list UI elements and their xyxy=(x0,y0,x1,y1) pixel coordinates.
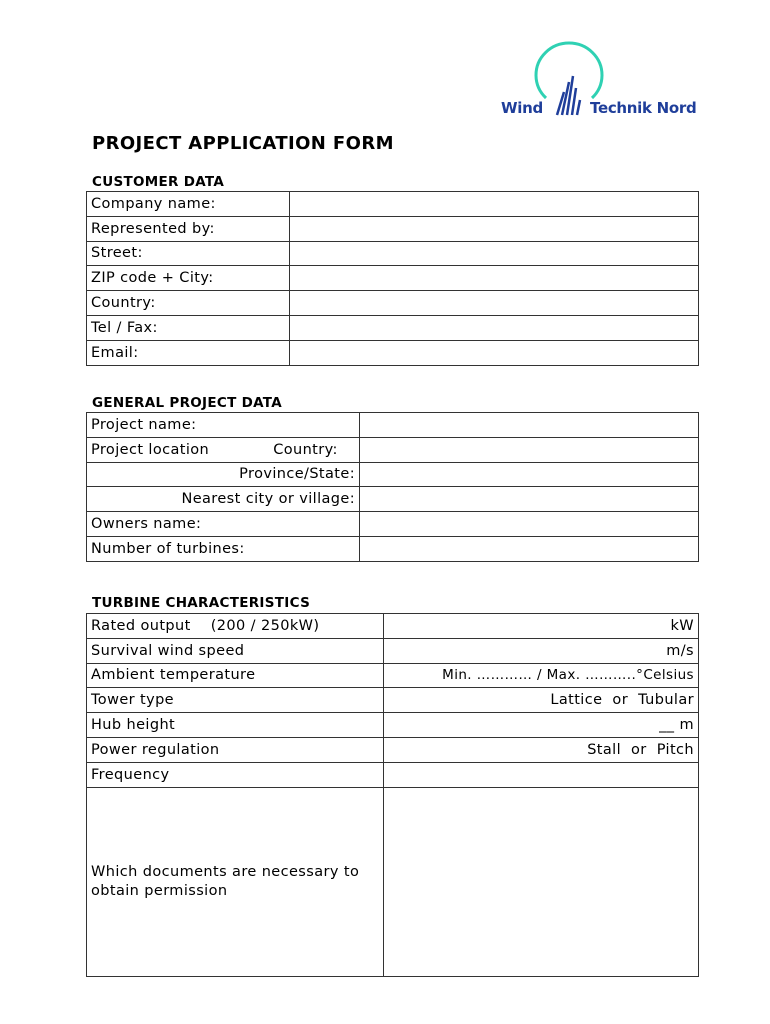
survival-wind-speed-field[interactable]: m/s xyxy=(384,638,699,663)
table-row xyxy=(87,462,699,487)
power-regulation-label: Power regulation xyxy=(87,737,384,762)
logo-word-wind: Wind xyxy=(501,99,543,117)
table-row xyxy=(87,638,699,663)
tower-type-label: Tower type xyxy=(87,688,384,713)
documents-necessary-label: Which documents are necessary to obtain permission xyxy=(87,787,384,976)
owners-name-field[interactable] xyxy=(360,512,699,537)
general-project-heading: GENERAL PROJECT DATA xyxy=(92,395,283,411)
frequency-label: Frequency xyxy=(87,762,384,787)
rated-output-label: Rated output (200 / 250kW) xyxy=(87,614,384,639)
project-country-field[interactable] xyxy=(360,437,699,462)
survival-wind-speed-label: Survival wind speed xyxy=(87,638,384,663)
nearest-city-field[interactable] xyxy=(360,487,699,512)
customer-data-table xyxy=(86,191,699,366)
table-row xyxy=(87,437,699,462)
power-regulation-field[interactable]: Stall or Pitch xyxy=(384,737,699,762)
street-field[interactable] xyxy=(290,241,699,266)
zip-city-field[interactable] xyxy=(290,266,699,291)
company-logo xyxy=(498,40,698,120)
country-field[interactable] xyxy=(290,291,699,316)
table-row xyxy=(87,413,699,438)
table-row xyxy=(87,266,699,291)
country-label: Country: xyxy=(87,291,290,316)
tower-type-field[interactable]: Lattice or Tubular xyxy=(384,688,699,713)
ambient-temperature-field[interactable]: Min. ………… / Max. ………..°Celsius xyxy=(384,663,699,688)
email-label: Email: xyxy=(87,340,290,365)
zip-city-label: ZIP code + City: xyxy=(87,266,290,291)
table-row xyxy=(87,762,699,787)
table-row xyxy=(87,787,699,976)
number-of-turbines-field[interactable] xyxy=(360,536,699,561)
company-name-field[interactable] xyxy=(290,192,699,217)
email-field[interactable] xyxy=(290,340,699,365)
company-name-label: Company name: xyxy=(87,192,290,217)
page-title: PROJECT APPLICATION FORM xyxy=(92,133,394,154)
table-row xyxy=(87,192,699,217)
number-of-turbines-label: Number of turbines: xyxy=(87,536,360,561)
table-row xyxy=(87,487,699,512)
project-location-label xyxy=(87,437,360,462)
turbine-characteristics-heading: TURBINE CHARACTERISTICS xyxy=(92,595,311,611)
hub-height-label: Hub height xyxy=(87,713,384,738)
table-row xyxy=(87,737,699,762)
province-state-field[interactable] xyxy=(360,462,699,487)
tel-fax-label: Tel / Fax: xyxy=(87,315,290,340)
hub-height-field[interactable]: __ m xyxy=(384,713,699,738)
documents-necessary-field[interactable] xyxy=(384,787,699,976)
street-label: Street: xyxy=(87,241,290,266)
nearest-city-label: Nearest city or village: xyxy=(87,487,360,512)
project-name-label: Project name: xyxy=(87,413,360,438)
table-row xyxy=(87,536,699,561)
customer-data-heading: CUSTOMER DATA xyxy=(92,174,225,190)
province-state-label: Province/State: xyxy=(87,462,360,487)
table-row xyxy=(87,315,699,340)
tel-fax-field[interactable] xyxy=(290,315,699,340)
general-project-table xyxy=(86,412,699,562)
represented-by-field[interactable] xyxy=(290,216,699,241)
table-row xyxy=(87,241,699,266)
frequency-field[interactable] xyxy=(384,762,699,787)
ambient-temperature-label: Ambient temperature xyxy=(87,663,384,688)
table-row xyxy=(87,614,699,639)
table-row xyxy=(87,291,699,316)
table-row xyxy=(87,663,699,688)
logo-word-technik-nord: Technik Nord xyxy=(590,99,697,117)
owners-name-label: Owners name: xyxy=(87,512,360,537)
turbine-characteristics-table xyxy=(86,613,699,977)
rated-output-field[interactable]: kW xyxy=(384,614,699,639)
table-row xyxy=(87,512,699,537)
table-row xyxy=(87,216,699,241)
table-row xyxy=(87,340,699,365)
project-name-field[interactable] xyxy=(360,413,699,438)
table-row xyxy=(87,688,699,713)
project-location-text: Project location xyxy=(91,441,210,458)
country-sublabel: Country: xyxy=(273,441,338,458)
represented-by-label: Represented by: xyxy=(87,216,290,241)
table-row xyxy=(87,713,699,738)
